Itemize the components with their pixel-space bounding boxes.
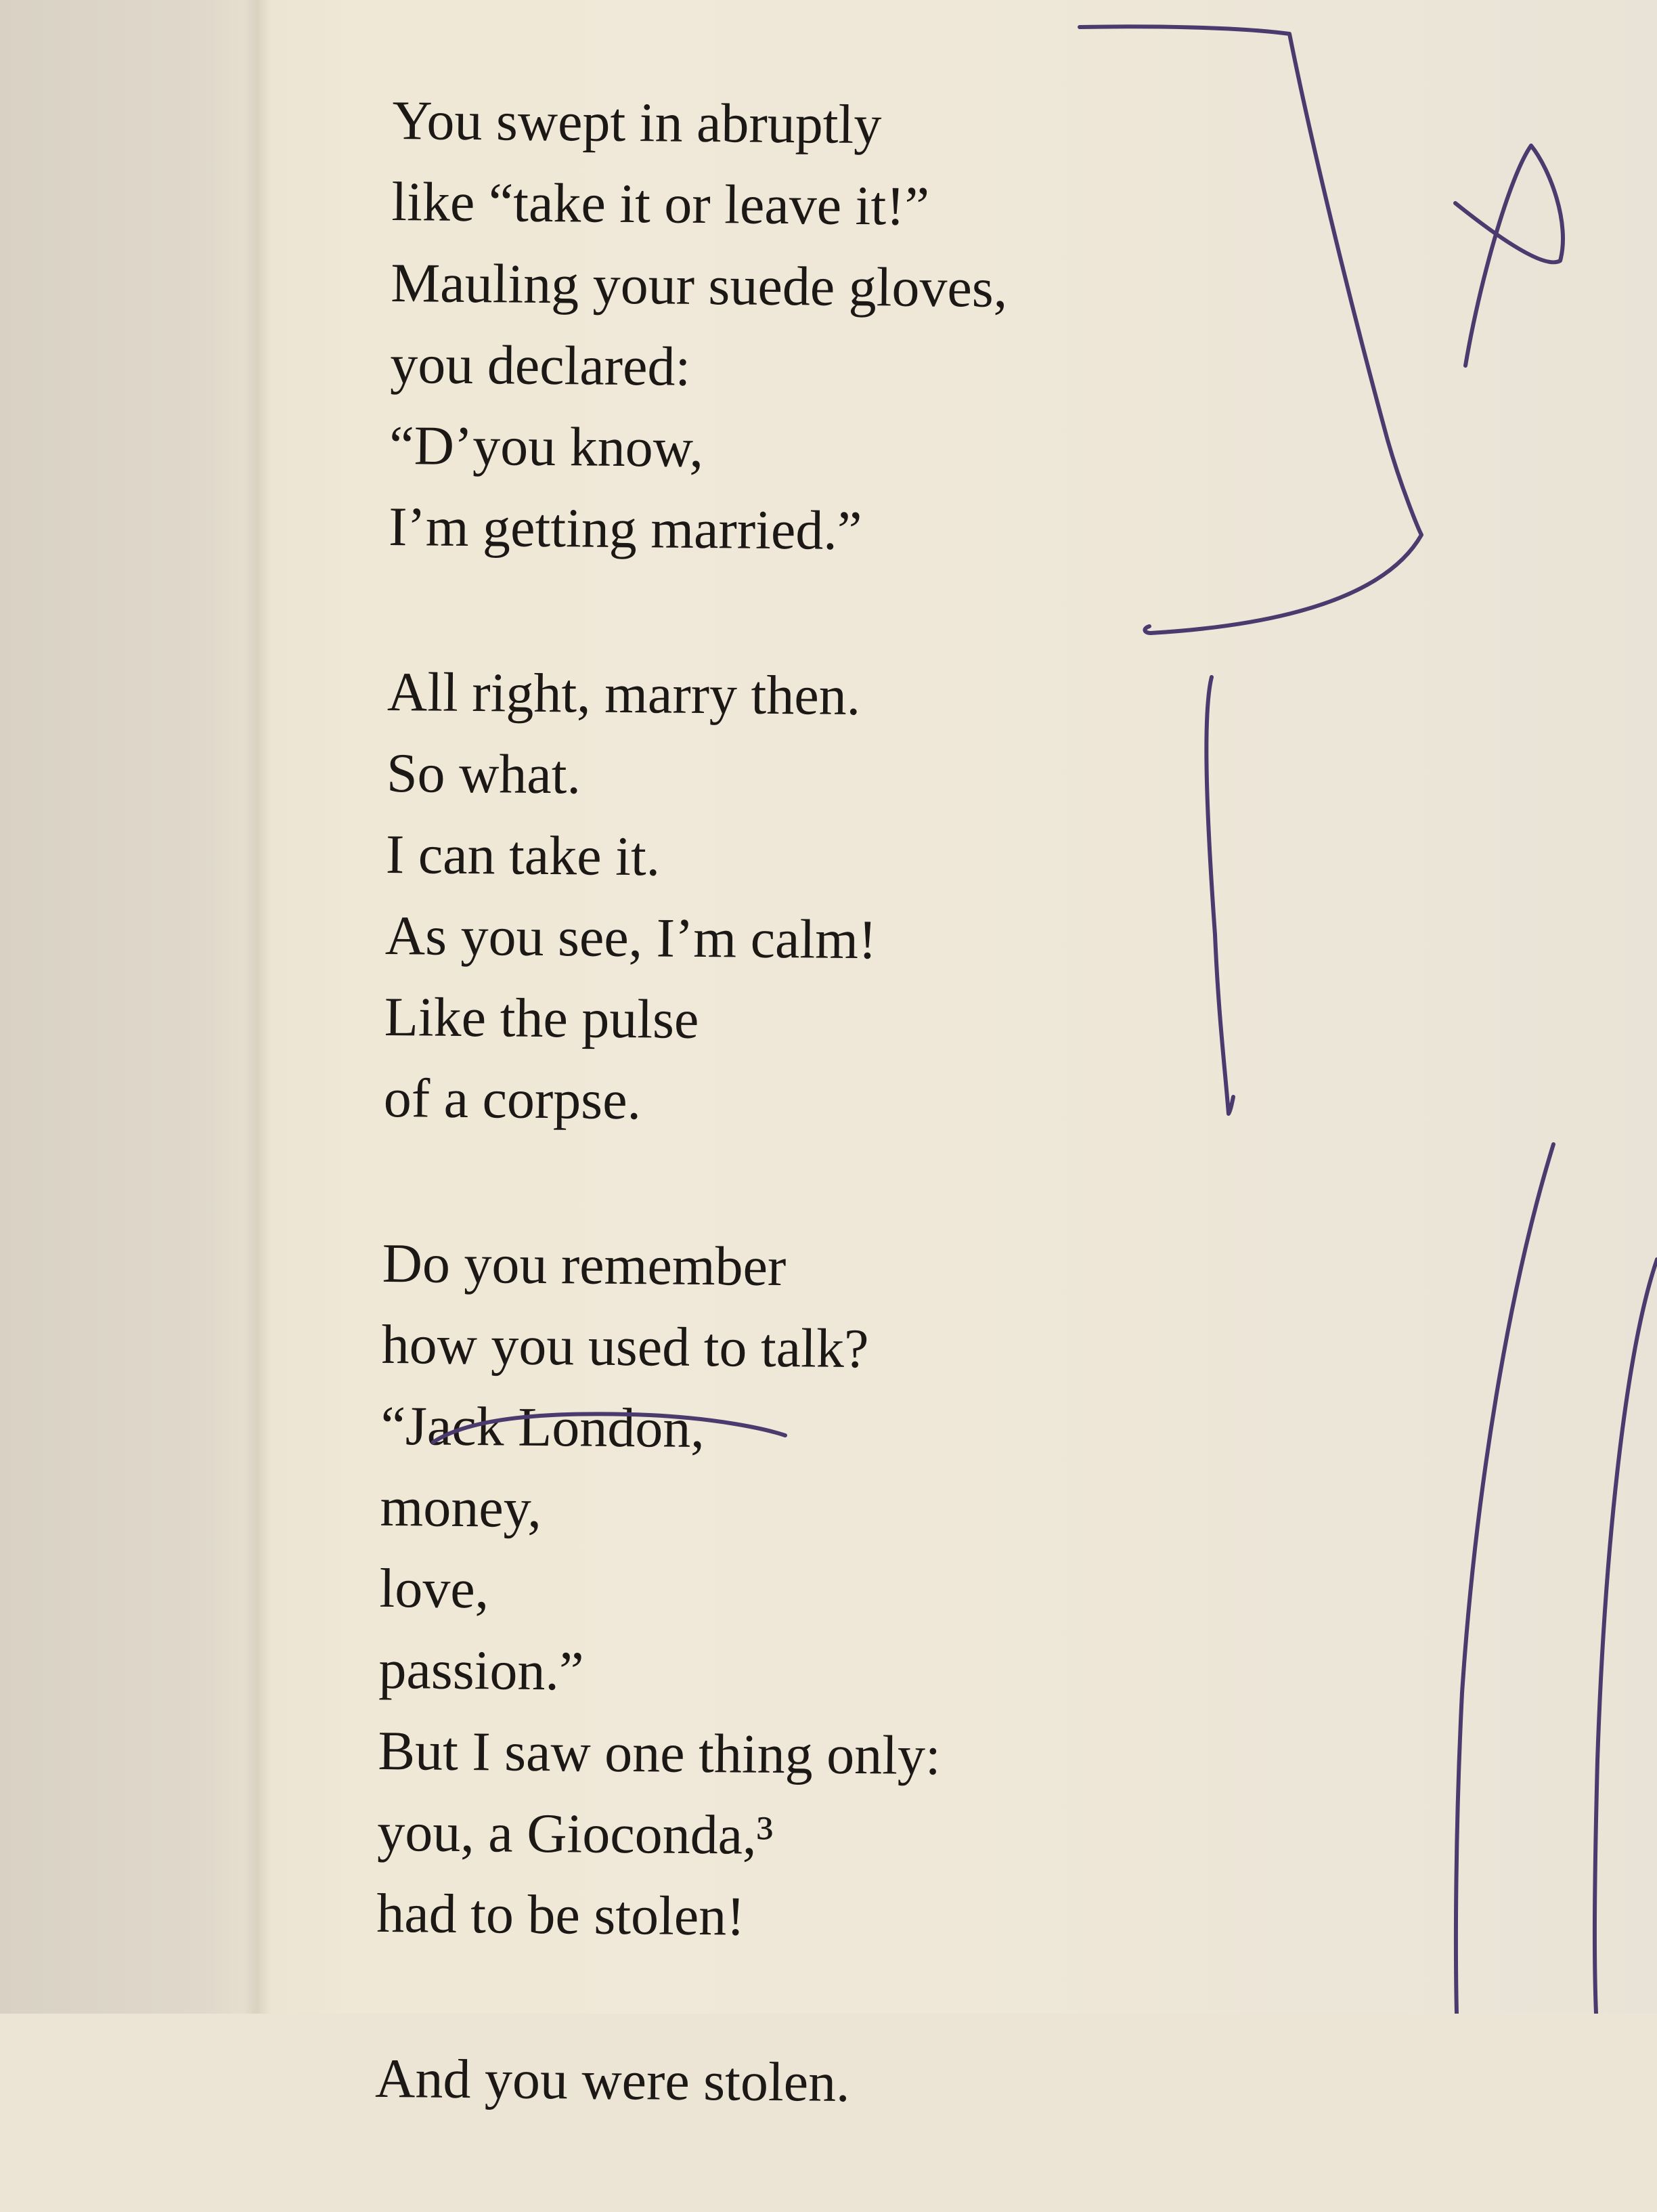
stanza-2 <box>383 651 1402 1148</box>
poem-line: passion.” <box>378 1638 584 1702</box>
poem-line: you declared: <box>389 332 691 397</box>
margin-curve-mark <box>1595 1259 1657 2014</box>
poem-line: “Jack London, <box>380 1394 705 1460</box>
poem-line: You swept in abruptly <box>392 89 882 156</box>
poem-line: how you used to talk? <box>381 1313 869 1380</box>
poem-line: Mauling your suede gloves, <box>390 251 1008 319</box>
poem-line: had to be stolen! <box>376 1882 746 1947</box>
poem-line: of a corpse. <box>383 1066 642 1131</box>
poem-line: I can take it. <box>385 823 661 888</box>
stanza-4 <box>375 2038 1391 2128</box>
poem-line: As you see, I’m calm! <box>384 904 877 971</box>
poem-line: Like the pulse <box>384 985 699 1050</box>
poem-line: “D’you know, <box>389 414 704 479</box>
stanza-1 <box>389 80 1408 576</box>
poem-line: So what. <box>386 741 581 806</box>
poem-line: I’m getting married.” <box>388 495 862 562</box>
poem-line: love, <box>379 1557 489 1620</box>
poem-line: money, <box>380 1475 542 1539</box>
poem-line: like “take it or leave it!” <box>391 170 930 237</box>
margin-curve-mark <box>1456 1144 1553 2014</box>
book-gutter <box>244 0 271 2014</box>
letter-a-mark <box>1455 146 1563 366</box>
poem-line: All right, marry then. <box>386 660 861 727</box>
poem-line: And you were stolen. <box>374 2047 851 2114</box>
stanza-3 <box>376 1223 1398 1963</box>
poem-line: Do you remember <box>382 1232 787 1298</box>
poem <box>374 80 1408 2212</box>
poem-line: you, a Gioconda,³ <box>377 1800 774 1867</box>
poem-line: But I saw one thing only: <box>378 1719 942 1787</box>
